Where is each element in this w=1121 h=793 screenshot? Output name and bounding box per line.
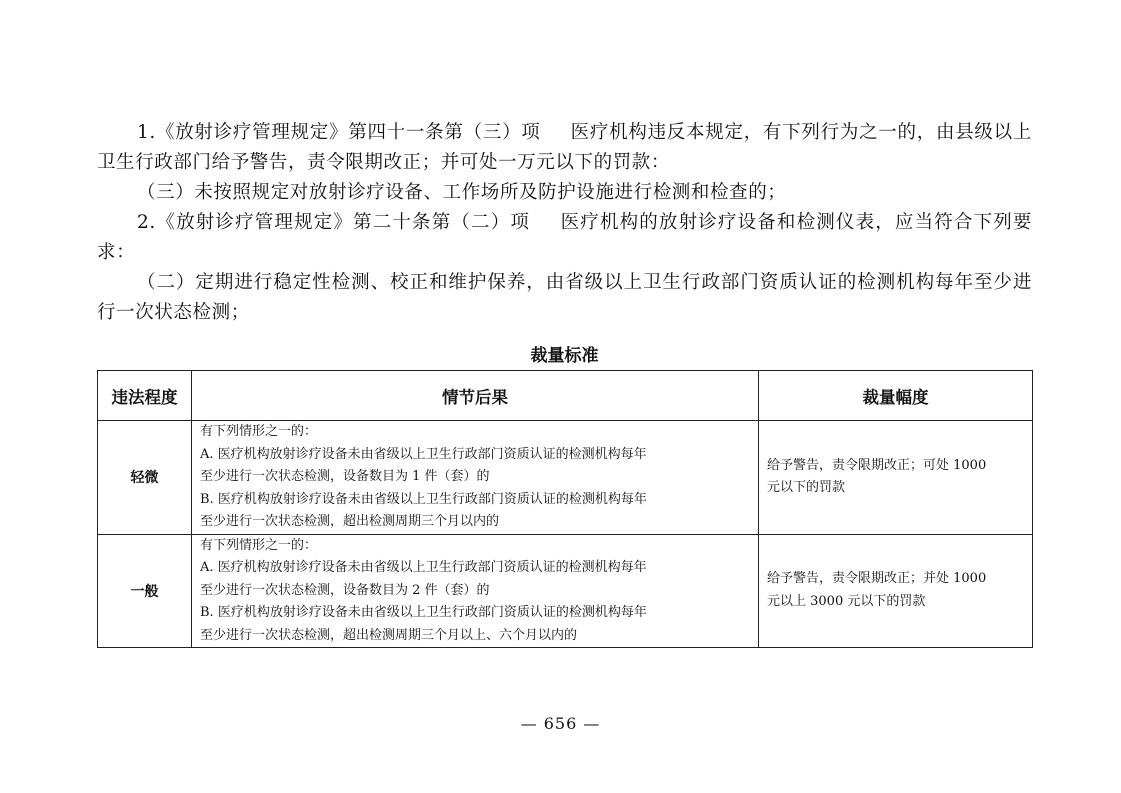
penalty-cell <box>759 534 1033 648</box>
detail-line: 至少进行一次状态检测，设备数目为 2 件（套）的 <box>200 582 490 598</box>
paragraph-article-41-item-3: （三）未按照规定对放射诊疗设备、工作场所及防护设施进行检测和检查的； <box>137 182 787 203</box>
penalty-line: 给予警告，责令限期改正；可处 1000 <box>767 457 987 473</box>
penalty-line: 给予警告，责令限期改正；并处 1000 <box>767 571 987 587</box>
paragraph-article-20-item-2: （二）定期进行稳定性检测、校正和维护保养，由省级以上卫生行政部门资质认证的检测机构每年至少进行一次状态检测； <box>97 272 1032 323</box>
table-header-row <box>98 371 1033 421</box>
detail-line: 有下列情形之一的： <box>200 424 318 439</box>
header-penalty: 裁量幅度 <box>759 371 1033 421</box>
article-41-text: 医疗机构违反本规定，有下列行为之一的，由县级以上卫生行政部门给予警告，责令限期改正；并可处一万元以下的罚款： <box>97 122 1032 173</box>
detail-line: A. 医疗机构放射诊疗设备未由省级以上卫生行政部门资质认证的检测机构每年 <box>200 560 647 575</box>
detail-line: 至少进行一次状态检测，超出检测周期三个月以内的 <box>200 514 500 529</box>
detail-line: 至少进行一次状态检测，设备数目为 1 件（套）的 <box>200 469 490 484</box>
header-detail: 情节后果 <box>192 371 759 421</box>
penalty-line: 元以下的罚款 <box>767 480 846 496</box>
detail-line: B. 医疗机构放射诊疗设备未由省级以上卫生行政部门资质认证的检测机构每年 <box>200 605 647 620</box>
penalty-cell <box>759 421 1033 535</box>
detail-line: 有下列情形之一的： <box>200 537 318 553</box>
level-cell: 轻微 <box>98 421 192 535</box>
page-number: — 656 — <box>520 714 601 733</box>
article-41-reference: 1.《放射诊疗管理规定》第四十一条第（三）项 <box>137 122 541 143</box>
article-20-text: 医疗机构的放射诊疗设备和检测仪表，应当符合下列要求： <box>97 212 1032 263</box>
detail-cell <box>192 534 759 648</box>
level-cell: 一般 <box>98 534 192 648</box>
table-title: 裁量标准 <box>530 346 599 366</box>
table-row-general <box>98 534 1033 648</box>
table-row-minor <box>98 421 1033 535</box>
article-20-reference: 2.《放射诊疗管理规定》第二十条第（二）项 <box>137 212 531 233</box>
paragraph-article-41 <box>97 118 1032 178</box>
document-body <box>97 118 1032 648</box>
header-level: 违法程度 <box>98 371 192 421</box>
penalty-line: 元以上 3000 元以下的罚款 <box>767 593 926 609</box>
detail-line: A. 医疗机构放射诊疗设备未由省级以上卫生行政部门资质认证的检测机构每年 <box>200 446 647 462</box>
detail-cell <box>192 421 759 535</box>
detail-line: 至少进行一次状态检测，超出检测周期三个月以上、六个月以内的 <box>200 627 578 643</box>
detail-line: B. 医疗机构放射诊疗设备未由省级以上卫生行政部门资质认证的检测机构每年 <box>200 491 647 507</box>
discretion-table <box>97 370 1033 648</box>
paragraph-article-20 <box>97 208 1032 268</box>
